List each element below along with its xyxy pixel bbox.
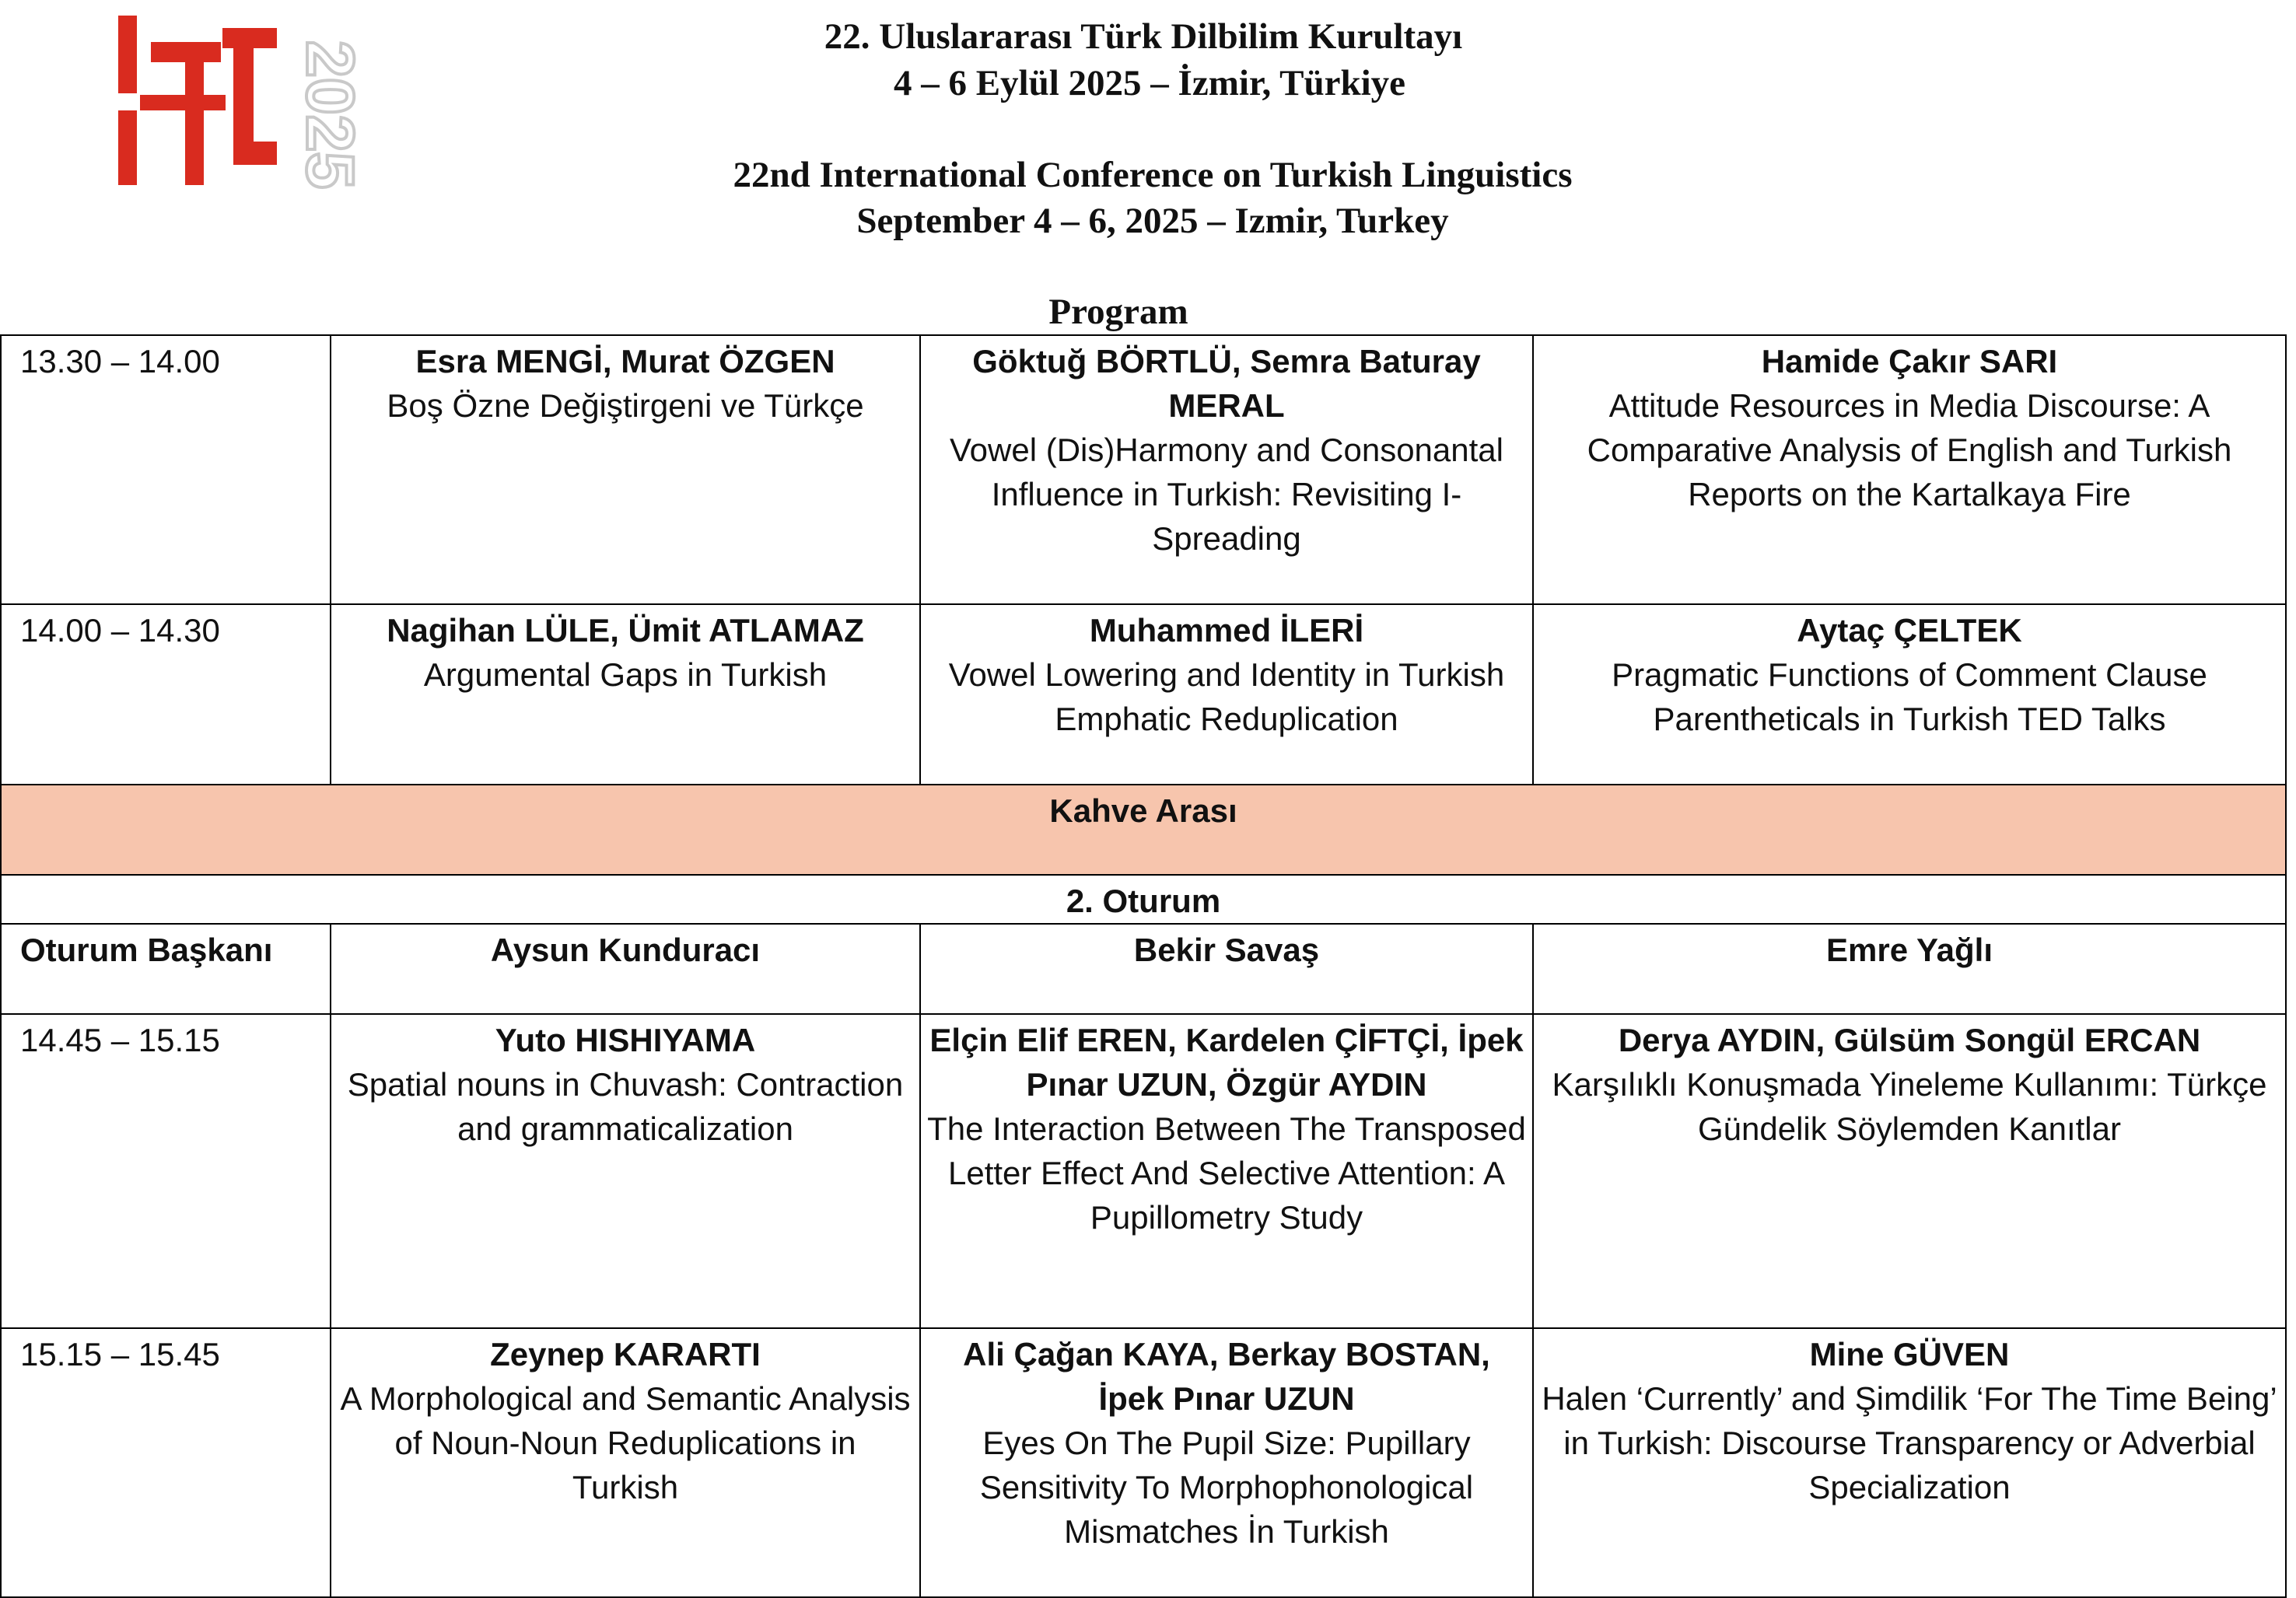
talk-authors: Zeynep KARARTI (490, 1336, 761, 1372)
talk-cell (1533, 1328, 2286, 1597)
talk-authors: Derya AYDIN, Gülsüm Songül ERCAN (1618, 1022, 2201, 1058)
table-row (1, 1014, 2286, 1328)
talk-authors: Hamide Çakır SARI (1761, 343, 2058, 379)
talk-cell (1533, 1014, 2286, 1328)
talk-authors: Ali Çağan KAYA, Berkay BOSTAN, İpek Pınar UZUN (963, 1336, 1490, 1417)
coffee-break-row (1, 785, 2286, 875)
talk-cell (331, 1328, 920, 1597)
talk-cell (920, 1014, 1533, 1328)
talk-title: Eyes On The Pupil Size: Pupillary Sensitivity To Morphophonological Mismatches İn Turkish (979, 1425, 1474, 1550)
session-title: 2. Oturum (1, 875, 2286, 924)
talk-title: Karşılıklı Konuşmada Yineleme Kullanımı: Türkçe Gündelik Söylemden Kanıtlar (1552, 1066, 2267, 1147)
talk-authors: Aytaç ÇELTEK (1797, 612, 2022, 649)
talk-cell (1533, 604, 2286, 785)
header-line-turkish-date: 4 – 6 Eylül 2025 – İzmir, Türkiye (893, 63, 1406, 103)
coffee-break-label: Kahve Arası (1, 785, 2286, 875)
talk-cell (920, 604, 1533, 785)
session-chair: Bekir Savaş (920, 924, 1533, 1014)
table-row (1, 604, 2286, 785)
talk-title: Argumental Gaps in Turkish (423, 656, 828, 693)
talk-cell (1533, 335, 2286, 604)
program-label: Program (1048, 292, 1188, 332)
talk-authors: Esra MENGİ, Murat ÖZGEN (415, 343, 835, 379)
talk-authors: Nagihan LÜLE, Ümit ATLAMAZ (387, 612, 864, 649)
talk-cell (331, 335, 920, 604)
talk-cell (331, 604, 920, 785)
chair-row (1, 924, 2286, 1014)
header-line-english-date: September 4 – 6, 2025 – Izmir, Turkey (856, 201, 1449, 241)
talk-title: Boş Özne Değiştirgeni ve Türkçe (387, 387, 864, 424)
header-line-turkish-title: 22. Uluslararası Türk Dilbilim Kurultayı (824, 16, 1463, 57)
talk-title: Vowel Lowering and Identity in Turkish Emphatic Reduplication (948, 656, 1505, 737)
chair-label: Oturum Başkanı (1, 924, 331, 1014)
time-slot: 13.30 – 14.00 (1, 335, 331, 604)
talk-authors: Yuto HISHIYAMA (495, 1022, 756, 1058)
talk-cell (331, 1014, 920, 1328)
session-chair: Aysun Kunduracı (331, 924, 920, 1014)
header-line-english-title: 22nd International Conference on Turkish Linguistics (733, 155, 1573, 195)
program-table (0, 334, 2287, 1598)
time-slot: 15.15 – 15.45 (1, 1328, 331, 1597)
talk-title: Pragmatic Functions of Comment Clause Parentheticals in Turkish TED Talks (1612, 656, 2207, 737)
session-row (1, 875, 2286, 924)
talk-title: Halen ‘Currently’ and Şimdilik ‘For The Time Being’ in Turkish: Discourse Transparency or Adverbial Specialization (1542, 1380, 2277, 1505)
talk-title: Attitude Resources in Media Discourse: A Comparative Analysis of English and Turkish Reports on the Kartalkaya Fire (1587, 387, 2232, 512)
table-row (1, 335, 2286, 604)
table-row (1, 1328, 2286, 1597)
talk-title: The Interaction Between The Transposed Letter Effect And Selective Attention: A Pupillometry Study (927, 1110, 1526, 1236)
talk-cell (920, 335, 1533, 604)
talk-authors: Göktuğ BÖRTLÜ, Semra Baturay MERAL (972, 343, 1481, 424)
time-slot: 14.45 – 15.15 (1, 1014, 331, 1328)
talk-authors: Mine GÜVEN (1809, 1336, 2010, 1372)
time-slot: 14.00 – 14.30 (1, 604, 331, 785)
talk-cell (920, 1328, 1533, 1597)
talk-authors: Elçin Elif EREN, Kardelen ÇİFTÇİ, İpek Pınar UZUN, Özgür AYDIN (929, 1022, 1524, 1103)
talk-authors: Muhammed İLERİ (1089, 612, 1364, 649)
logo-year: 2025 (292, 40, 367, 190)
talk-title: Spatial nouns in Chuvash: Contraction and grammaticalization (347, 1066, 904, 1147)
talk-title: Vowel (Dis)Harmony and Consonantal Influence in Turkish: Revisiting I-Spreading (949, 432, 1503, 557)
talk-title: A Morphological and Semantic Analysis of Noun-Noun Reduplications in Turkish (340, 1380, 911, 1505)
session-chair: Emre Yağlı (1533, 924, 2286, 1014)
